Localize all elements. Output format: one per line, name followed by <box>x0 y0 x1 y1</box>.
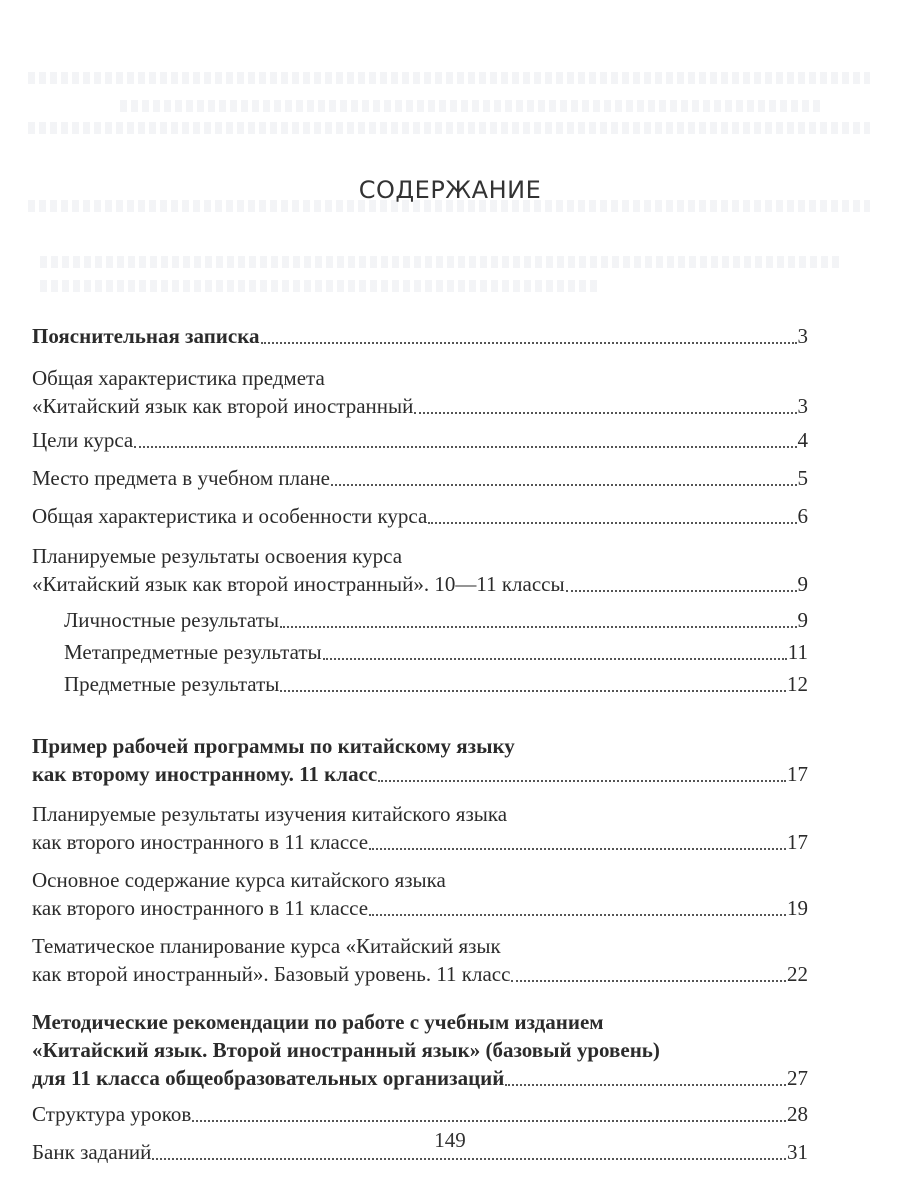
dot-leader <box>134 446 796 448</box>
toc-page-number: 3 <box>797 394 808 418</box>
toc-entry-title-line: как второму иностранному. 11 класс <box>32 762 378 786</box>
toc-entry-title-line: Планируемые результаты освоения курса <box>32 544 403 568</box>
bleed-through-ghost-text <box>40 280 600 292</box>
dot-leader <box>261 342 797 344</box>
dot-leader <box>280 626 797 628</box>
toc-entry <box>32 800 808 856</box>
toc-entry-title-line: Место предмета в учебном плане <box>32 466 330 490</box>
toc-page-number: 9 <box>797 572 808 596</box>
page-title: СОДЕРЖАНИЕ <box>358 176 542 204</box>
toc-entry-title-line: как второго иностранного в 11 классе <box>32 830 369 854</box>
toc-page-number: 17 <box>787 830 808 854</box>
toc-entry <box>32 670 808 698</box>
toc-entry-title-line: Тематическое планирование курса «Китайский язык <box>32 934 501 958</box>
dot-leader <box>369 848 786 850</box>
toc-entry-title-line: Личностные результаты <box>64 608 279 632</box>
toc-entry <box>32 322 808 350</box>
dot-leader <box>505 1084 786 1086</box>
toc-entry-title-line: Основное содержание курса китайского языка <box>32 868 446 892</box>
bleed-through-ghost-text <box>120 100 820 112</box>
dot-leader <box>280 690 786 692</box>
toc-entry-title-line: для 11 класса общеобразовательных организаций <box>32 1066 505 1090</box>
toc-entry <box>32 542 808 598</box>
page-number: 149 <box>434 1128 466 1152</box>
toc-entry <box>32 606 808 634</box>
dot-leader <box>414 412 796 414</box>
toc-entry-title-line: «Китайский язык как второй иностранный <box>32 394 414 418</box>
toc-entry-title-line: как второго иностранного в 11 классе <box>32 896 369 920</box>
toc-entry <box>32 426 808 454</box>
toc-entry-title-line: Пояснительная записка <box>32 324 260 348</box>
dot-leader <box>323 658 787 660</box>
toc-entry-title-line: как второй иностранный». Базовый уровень. 11 класс <box>32 962 511 986</box>
toc-entry-title-line: Пример рабочей программы по китайскому языку <box>32 734 515 758</box>
toc-entry-title-line: «Китайский язык. Второй иностранный язык» (базовый уровень) <box>32 1038 660 1062</box>
bleed-through-ghost-text <box>40 256 840 268</box>
toc-page-number: 12 <box>787 672 808 696</box>
toc-page-number: 28 <box>787 1102 808 1126</box>
toc-entry <box>32 1100 808 1128</box>
toc-page-number: 6 <box>797 504 808 528</box>
toc-entry-title-line: Общая характеристика предмета <box>32 366 325 390</box>
toc-page-number: 4 <box>797 428 808 452</box>
toc-entry <box>32 1008 808 1092</box>
dot-leader <box>428 522 796 524</box>
toc-entry-title-line: Структура уроков <box>32 1102 192 1126</box>
toc-page-number: 17 <box>787 762 808 786</box>
toc-entry <box>32 638 808 666</box>
toc-entry-title-line: «Китайский язык как второй иностранный». 10—11 классы <box>32 572 565 596</box>
toc-page-number: 11 <box>787 640 808 664</box>
toc-entry-title-line: Предметные результаты <box>64 672 280 696</box>
bleed-through-ghost-text <box>28 122 870 134</box>
dot-leader <box>192 1120 786 1122</box>
toc-page-number: 9 <box>797 608 808 632</box>
dot-leader <box>511 980 786 982</box>
toc-entry <box>32 866 808 922</box>
toc-page-number: 31 <box>787 1140 808 1164</box>
toc-page-number: 3 <box>797 324 808 348</box>
toc-entry <box>32 732 808 788</box>
toc-entry-title-line: Общая характеристика и особенности курса <box>32 504 428 528</box>
toc-page-number: 22 <box>787 962 808 986</box>
dot-leader <box>331 484 797 486</box>
toc-entry <box>32 502 808 530</box>
bleed-through-ghost-text <box>28 72 870 84</box>
dot-leader <box>378 780 786 782</box>
toc-page-number: 19 <box>787 896 808 920</box>
toc-page-number: 5 <box>797 466 808 490</box>
toc-entry <box>32 364 808 420</box>
toc-entry-title-line: Метапредметные результаты <box>64 640 322 664</box>
toc-entry-title-line: Планируемые результаты изучения китайского языка <box>32 802 508 826</box>
toc-page-number: 27 <box>787 1066 808 1090</box>
toc-entry <box>32 932 808 988</box>
toc-entry-title-line: Банк заданий <box>32 1140 152 1164</box>
toc-entry-title-line: Методические рекомендации по работе с учебным изданием <box>32 1010 604 1034</box>
toc-entry <box>32 464 808 492</box>
toc-entry-title-line: Цели курса <box>32 428 134 452</box>
dot-leader <box>152 1158 786 1160</box>
dot-leader <box>369 914 786 916</box>
dot-leader <box>566 590 797 592</box>
